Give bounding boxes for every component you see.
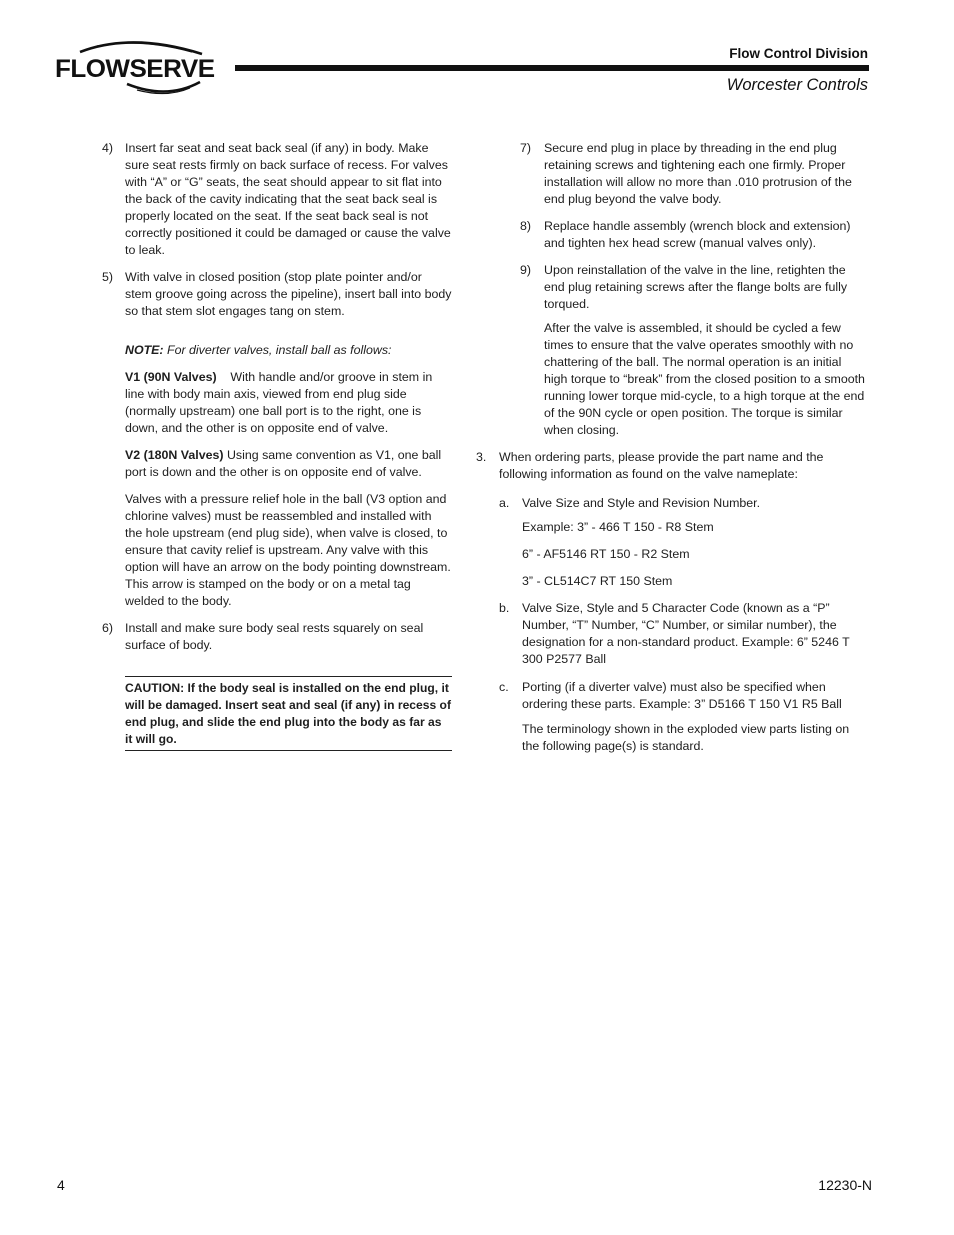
step-text: Upon reinstallation of the valve in the line, retighten the end plug retaining screws after the flange bolts are fully torqued. bbox=[544, 263, 848, 311]
step-9 bbox=[476, 262, 868, 313]
v1-text: With handle and/or groove in stem in line with body main axis, viewed from end plug side (normally upstream) one ball port is to the right, one is down, and the other is on opposite end of valve. bbox=[125, 370, 433, 435]
v1-label: V1 (90N Valves) bbox=[125, 370, 217, 384]
left-column bbox=[102, 140, 452, 751]
step-text: Install and make sure body seal rests squarely on seal surface of body. bbox=[125, 621, 424, 652]
relief-paragraph: Valves with a pressure relief hole in the ball (V3 option and chlorine valves) must be reassembled and installed with the hole upstream (end plug side), when valve is closed, to ensure that cavity relief is upstream. Any valve with this option will have an arrow on the body pointing downstream. This arrow is stamped on the body or on a metal tag welded to the body. bbox=[125, 492, 451, 608]
caution-box: CAUTION: If the body seal is installed on the end plug, it will be damaged. Insert seat and seal (if any) in recess of end plug, and slide the end plug into the body as far as it will go. bbox=[125, 676, 452, 751]
letter-label: a. bbox=[499, 496, 510, 510]
ordering-item bbox=[476, 449, 868, 483]
step-6 bbox=[102, 620, 452, 654]
company-subtitle: Worcester Controls bbox=[726, 76, 868, 94]
header-rule bbox=[235, 65, 869, 71]
division-title: Flow Control Division bbox=[729, 46, 868, 61]
example-line: 3” - CL514C7 RT 150 Stem bbox=[522, 574, 673, 588]
letter-label: c. bbox=[499, 680, 509, 694]
step-number: 7) bbox=[520, 141, 532, 155]
right-column bbox=[476, 140, 868, 765]
ordering-c bbox=[476, 679, 868, 713]
document-number: 12230-N bbox=[818, 1177, 872, 1193]
example-line: Example: 3” - 466 T 150 - R8 Stem bbox=[522, 520, 714, 534]
note-text: For diverter valves, install ball as follows: bbox=[167, 343, 392, 357]
page-number: 4 bbox=[57, 1177, 65, 1193]
example-line: 6” - AF5146 RT 150 - R2 Stem bbox=[522, 547, 690, 561]
step-number: 8) bbox=[520, 219, 532, 233]
step-text: With valve in closed position (stop plate pointer and/or stem groove going across the pipeline), insert ball into body so that stem slot engages tang on stem. bbox=[125, 270, 452, 318]
ordering-a bbox=[476, 495, 868, 512]
flowserve-logo bbox=[52, 38, 217, 100]
v1-paragraph bbox=[102, 369, 452, 437]
step-number: 6) bbox=[102, 621, 114, 635]
cycle-paragraph: After the valve is assembled, it should be cycled a few times to ensure that the valve operates smoothly with no chattering of the ball. The normal operation is an initial high torque to “break” from the closed position to a smooth running lower torque mid-cycle, to a high torque at the end of the 90N cycle or open position. The torque is similar when closing. bbox=[544, 321, 865, 437]
letter-text: Valve Size, Style and 5 Character Code (known as a “P” Number, “T” Number, “C” Number, or similar number), the designation for a non-standard product. Example: 6” 5246 T 300 P2577 Ball bbox=[522, 601, 850, 666]
step-text: Secure end plug in place by threading in the end plug retaining screws and tightening each one firmly. Proper installation will allow no more than .010 protrusion of the end plug beyond the valve body. bbox=[544, 141, 852, 206]
step-text: Insert far seat and seat back seal (if any) in body. Make sure seat rests firmly on back surface of recess. For valves with “A” or “G” seats, the seat should appear to sit flat into the back of the cavity indicating that the seat back seal is properly located on the seat. If the seat back seal is not correctly positioned it could be damaged or cause the valve to leak. bbox=[125, 141, 451, 257]
item-number: 3. bbox=[476, 450, 487, 464]
step-number: 9) bbox=[520, 263, 532, 277]
diverter-note bbox=[102, 342, 452, 359]
letter-text: Valve Size and Style and Revision Number. bbox=[522, 496, 761, 510]
v2-text: Using same convention as V1, one ball port is down and the other is on opposite end of valve. bbox=[125, 448, 442, 479]
step-8 bbox=[476, 218, 868, 252]
letter-text: Porting (if a diverter valve) must also be specified when ordering these parts. Example: 3” D5166 T 150 V1 R5 Ball bbox=[522, 680, 842, 711]
step-5 bbox=[102, 269, 452, 320]
logo-wordmark: FLOWSERVE bbox=[55, 55, 215, 83]
step-number: 4) bbox=[102, 141, 114, 155]
v2-label: V2 (180N Valves) bbox=[125, 448, 224, 462]
note-label: NOTE: bbox=[125, 343, 164, 357]
step-number: 5) bbox=[102, 270, 114, 284]
terminology-paragraph: The terminology shown in the exploded view parts listing on the following page(s) is standard. bbox=[522, 722, 850, 753]
v2-paragraph bbox=[102, 447, 452, 481]
ordering-b bbox=[476, 600, 868, 668]
step-7 bbox=[476, 140, 868, 208]
step-4 bbox=[102, 140, 452, 259]
item-text: When ordering parts, please provide the part name and the following information as found on the valve nameplate: bbox=[499, 450, 824, 481]
step-text: Replace handle assembly (wrench block and extension) and tighten hex head screw (manual valves only). bbox=[544, 219, 851, 250]
letter-label: b. bbox=[499, 601, 510, 615]
